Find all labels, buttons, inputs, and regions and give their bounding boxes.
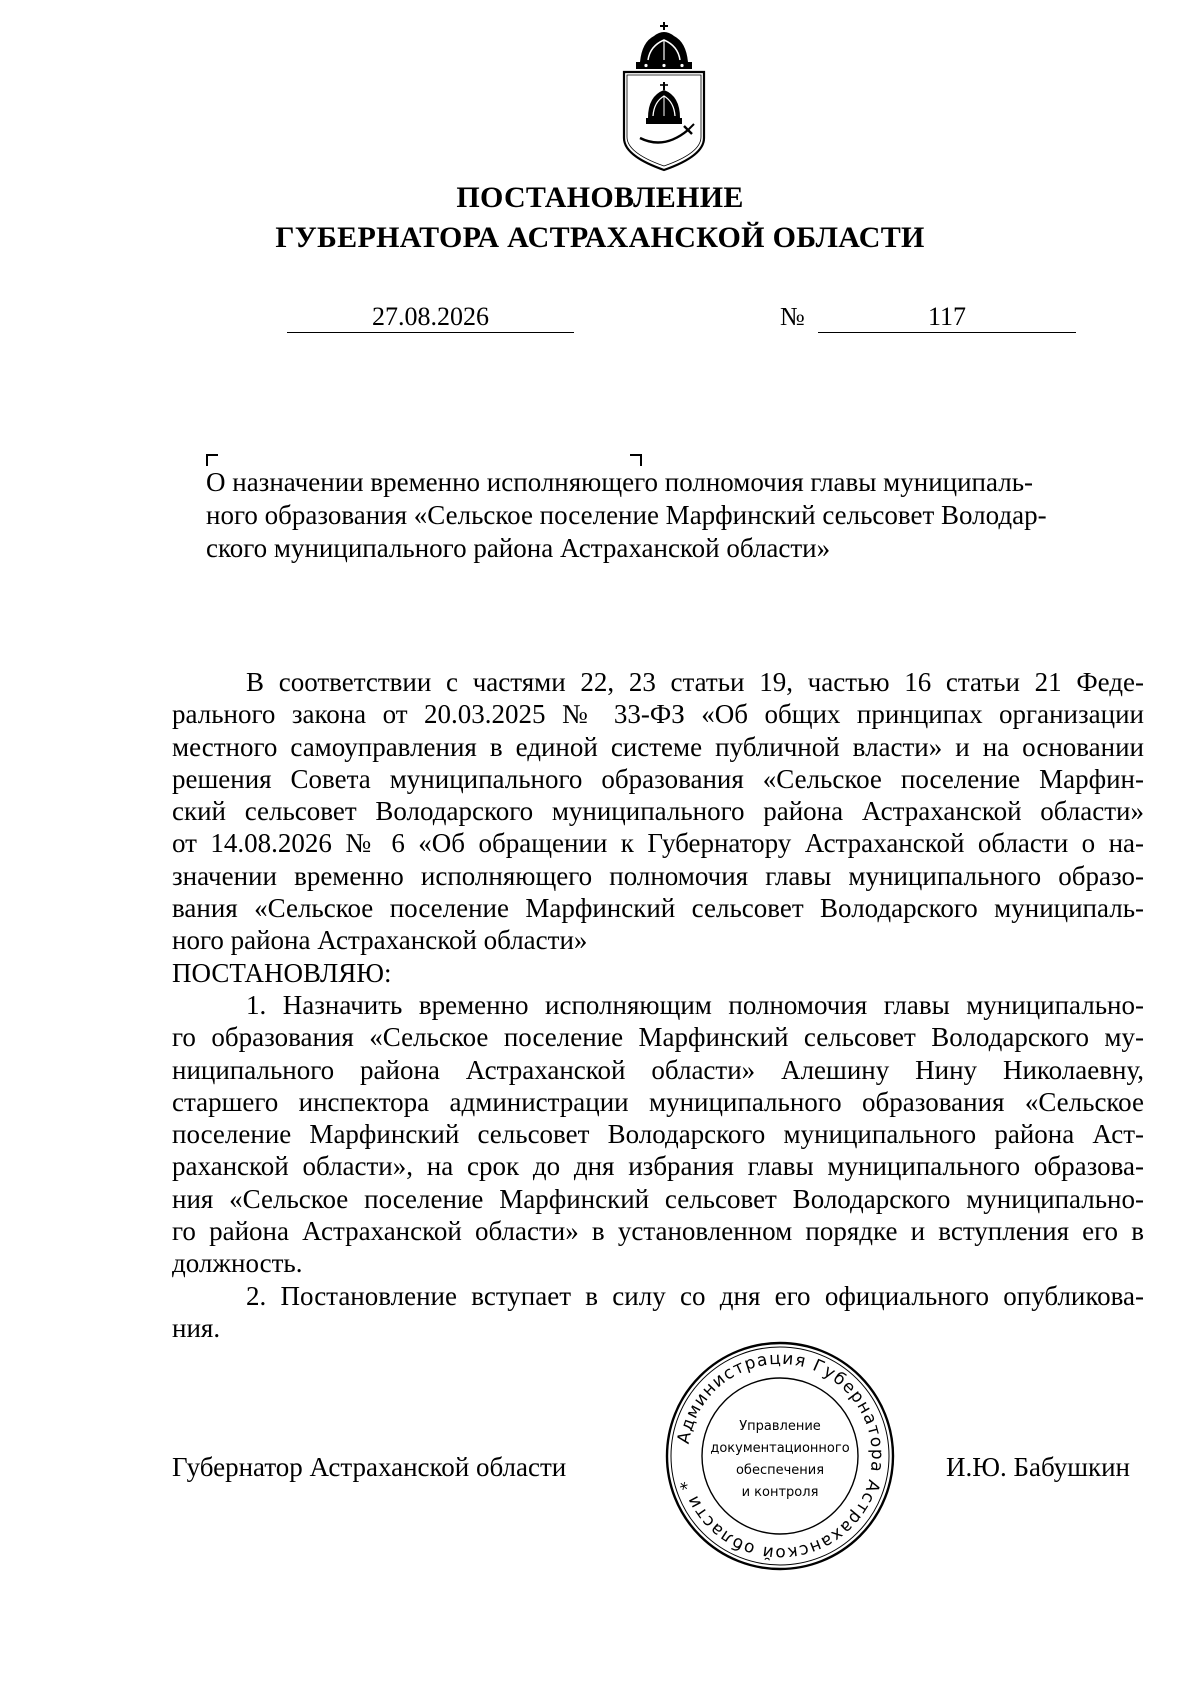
document-number: 117 [818, 302, 1076, 333]
item1-line: ниципального района Астраханской области» Алешину Нину Николаевну, [172, 1054, 1144, 1085]
item1-line: должность. [172, 1248, 303, 1279]
document-type-heading: ПОСТАНОВЛЕНИЕ [456, 181, 744, 214]
preamble-line: решения Совета муниципального образования «Сельское поселение Марфин- [172, 763, 1144, 794]
preamble-line: местного самоуправления в единой системе публичной власти» и на основании [172, 731, 1144, 762]
issuer-heading: ГУБЕРНАТОРА АСТРАХАНСКОЙ ОБЛАСТИ [275, 221, 925, 254]
coat-of-arms-emblem [618, 20, 710, 172]
subject-line: О назначении временно исполняющего полномочия главы муниципаль- [206, 467, 1033, 497]
item1-line: ния «Сельское поселение Марфинский сельсовет Володарского муниципально- [172, 1183, 1144, 1214]
preamble-line: от 14.08.2026 № 6 «Об обращении к Губернатору Астраханской области о на- [172, 828, 1144, 859]
item2-line: 2. Постановление вступает в силу со дня его официального опубликова- [246, 1280, 1144, 1311]
stamp-inner-line: документационного [710, 1441, 850, 1456]
document-date: 27.08.2026 [287, 302, 574, 333]
item1-line: 1. Назначить временно исполняющим полномочия главы муниципально- [246, 989, 1144, 1020]
number-sign: № [780, 302, 805, 331]
preamble-line: значении временно исполняющего полномочия главы муниципального образо- [172, 860, 1144, 891]
signatory-title: Губернатор Астраханской области [172, 1452, 567, 1482]
document-subject [206, 466, 1106, 565]
official-stamp [664, 1340, 896, 1572]
item1-line: раханской области», на срок до дня избрания главы муниципального образова- [172, 1151, 1144, 1182]
decree-word: ПОСТАНОВЛЯЮ: [172, 957, 392, 988]
preamble-line: В соответствии с частями 22, 23 статьи 19, частью 16 статьи 21 Феде- [246, 667, 1144, 697]
preamble-line: ский сельсовет Володарского муниципального района Астраханской области» [172, 796, 1144, 827]
preamble-line: ного района Астраханской области» [172, 925, 588, 956]
subject-corner-left [206, 454, 218, 466]
stamp-inner-line: и контроля [741, 1485, 819, 1500]
preamble-line: рального закона от 20.03.2025 № 33-ФЗ «Об общих принципах организации [172, 699, 1144, 730]
preamble-line: вания «Сельское поселение Марфинский сельсовет Володарского муниципаль- [172, 893, 1144, 924]
item1-line: поселение Марфинский сельсовет Володарского муниципального района Аст- [172, 1119, 1144, 1150]
stamp-inner-line: Управление [739, 1419, 821, 1434]
stamp-inner-line: обеспечения [735, 1463, 825, 1478]
document-body [172, 666, 1144, 1344]
signatory-name: И.Ю. Бабушкин [946, 1452, 1131, 1482]
item1-line: старшего инспектора администрации муниципального образования «Сельское [172, 1086, 1144, 1117]
stamp-ring-text: Администрация Губернатора Астраханской области * [673, 1348, 888, 1564]
item1-line: го образования «Сельское поселение Марфинский сельсовет Володарского му- [172, 1022, 1144, 1053]
subject-line: ного образования «Сельское поселение Марфинский сельсовет Володар- [206, 500, 1047, 530]
subject-line: ского муниципального района Астраханской области» [206, 533, 831, 563]
subject-corner-right [630, 454, 642, 466]
item1-line: го района Астраханской области» в установленном порядке и вступления его в [172, 1216, 1144, 1247]
item2-line: ния. [172, 1312, 221, 1343]
